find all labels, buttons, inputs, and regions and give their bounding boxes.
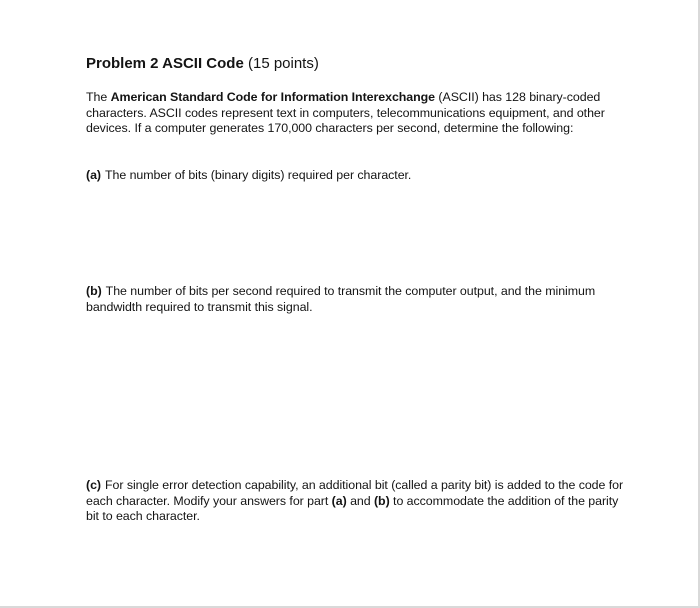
part-b <box>86 284 626 315</box>
part-a <box>86 168 626 184</box>
part-c-ref-a: (a) <box>331 493 347 508</box>
problem-title-points: (15 points) <box>243 55 319 72</box>
part-b-text: The number of bits per second required to transmit the computer output, and the minimum bandwidth required to transmit this signal. <box>86 284 596 314</box>
part-b-label: (b) <box>86 284 102 298</box>
part-c-label: (c) <box>86 478 101 492</box>
intro-post: (ASCII) has 128 binary-coded characters. ASCII codes represent text in computers, telecommunications equipment, and other devices. If a computer generates 170,000 characters per second, determine the following: <box>86 90 605 136</box>
part-c-text-2: and <box>346 493 374 508</box>
part-a-text: The number of bits (binary digits) required per character. <box>105 168 412 182</box>
part-c-text-3: to accommodate the addition of the parity bit to each character. <box>86 493 619 524</box>
problem-title-bold: Problem 2 ASCII Code <box>86 55 244 72</box>
part-a-label: (a) <box>86 168 101 182</box>
part-c <box>86 478 631 525</box>
intro-term: American Standard Code for Information Interexchange <box>110 90 436 104</box>
part-c-text-1: For single error detection capability, an additional bit (called a parity bit) is added to the code for each character. Modify your answers for part <box>86 478 624 508</box>
intro-paragraph <box>86 90 626 137</box>
problem-title <box>86 55 319 73</box>
intro-pre: The <box>86 90 111 104</box>
part-c-ref-b: (b) <box>373 493 390 508</box>
